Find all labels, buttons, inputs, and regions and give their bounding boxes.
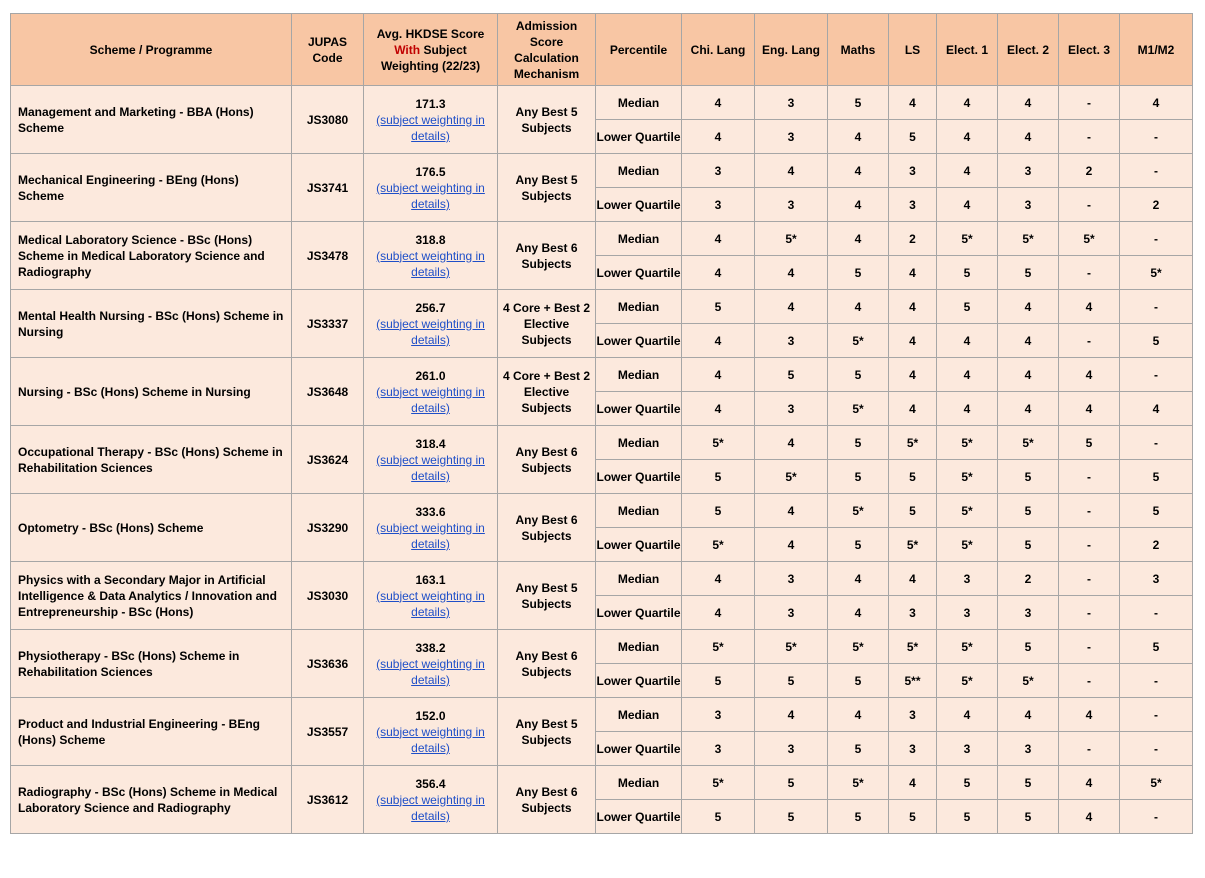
- grade-cell: 4: [998, 358, 1059, 392]
- grade-cell: 5*: [682, 528, 755, 562]
- grade-cell: 5: [682, 494, 755, 528]
- avg-score-cell: [364, 630, 498, 698]
- grade-cell: 5*: [1120, 256, 1193, 290]
- programme-name: Management and Marketing - BBA (Hons) Scheme: [11, 86, 292, 154]
- grade-cell: 5: [998, 630, 1059, 664]
- grade-cell: 5*: [682, 630, 755, 664]
- percentile-lower-quartile: Lower Quartile: [596, 392, 682, 426]
- table-row: [11, 698, 1193, 732]
- avg-score-cell: [364, 222, 498, 290]
- grade-cell: 5: [682, 664, 755, 698]
- percentile-median: Median: [596, 494, 682, 528]
- header-mechanism: Admission Score Calculation Mechanism: [498, 14, 596, 86]
- avg-score-value: 152.0: [415, 708, 446, 723]
- grade-cell: 3: [682, 154, 755, 188]
- grade-cell: 4: [828, 290, 889, 324]
- grade-cell: 4: [1059, 698, 1120, 732]
- grade-cell: 4: [1059, 800, 1120, 834]
- grade-cell: 5: [828, 460, 889, 494]
- grade-cell: 3: [755, 392, 828, 426]
- subject-weighting-link[interactable]: (subject weighting in details): [376, 316, 485, 347]
- subject-weighting-link[interactable]: (subject weighting in details): [376, 520, 485, 551]
- grade-cell: 5*: [828, 392, 889, 426]
- grade-cell: 5: [682, 460, 755, 494]
- grade-cell: 4: [1059, 766, 1120, 800]
- percentile-median: Median: [596, 290, 682, 324]
- programme-name: Occupational Therapy - BSc (Hons) Scheme in Rehabilitation Sciences: [11, 426, 292, 494]
- grade-cell: 5: [937, 800, 998, 834]
- calculation-mechanism: Any Best 5 Subjects: [498, 562, 596, 630]
- grade-cell: 2: [998, 562, 1059, 596]
- avg-score-value: 318.4: [415, 436, 446, 451]
- grade-cell: 5: [755, 800, 828, 834]
- grade-cell: -: [1059, 494, 1120, 528]
- grade-cell: 5: [755, 766, 828, 800]
- grade-cell: 3: [998, 188, 1059, 222]
- grade-cell: 5: [828, 426, 889, 460]
- table-row: [11, 494, 1193, 528]
- grade-cell: 5*: [889, 528, 937, 562]
- calculation-mechanism: Any Best 5 Subjects: [498, 154, 596, 222]
- jupas-code: JS3290: [292, 494, 364, 562]
- calculation-mechanism: Any Best 6 Subjects: [498, 426, 596, 494]
- grade-cell: 4: [1059, 290, 1120, 324]
- grade-cell: -: [1120, 800, 1193, 834]
- grade-cell: 4: [937, 120, 998, 154]
- grade-cell: 3: [755, 732, 828, 766]
- grade-cell: 5: [998, 528, 1059, 562]
- jupas-code: JS3648: [292, 358, 364, 426]
- grade-cell: 5: [828, 86, 889, 120]
- table-row: [11, 766, 1193, 800]
- grade-cell: 4: [937, 698, 998, 732]
- grade-cell: 5*: [937, 426, 998, 460]
- grade-cell: -: [1059, 324, 1120, 358]
- grade-cell: 4: [889, 358, 937, 392]
- grade-cell: 5*: [998, 222, 1059, 256]
- grade-cell: -: [1059, 630, 1120, 664]
- calculation-mechanism: Any Best 6 Subjects: [498, 766, 596, 834]
- subject-weighting-link[interactable]: (subject weighting in details): [376, 588, 485, 619]
- grade-cell: 5: [937, 256, 998, 290]
- grade-cell: -: [1120, 596, 1193, 630]
- grade-cell: 4: [682, 562, 755, 596]
- grade-cell: 5*: [682, 766, 755, 800]
- grade-cell: 4: [889, 290, 937, 324]
- grade-cell: 4: [682, 596, 755, 630]
- grade-cell: -: [1059, 86, 1120, 120]
- grade-cell: 4: [828, 562, 889, 596]
- grade-cell: 4: [828, 698, 889, 732]
- header-avg-score: [364, 14, 498, 86]
- grade-cell: 4: [937, 154, 998, 188]
- header-percentile: Percentile: [596, 14, 682, 86]
- grade-cell: 4: [682, 358, 755, 392]
- avg-score-cell: [364, 86, 498, 154]
- programme-name: Physics with a Secondary Major in Artificial Intelligence & Data Analytics / Innovation and Entrepreneurship - BSc (Hons): [11, 562, 292, 630]
- grade-cell: -: [1120, 120, 1193, 154]
- grade-cell: 5*: [889, 426, 937, 460]
- avg-score-value: 176.5: [415, 164, 446, 179]
- avg-score-value: 171.3: [415, 96, 446, 111]
- header-subject: Elect. 3: [1059, 14, 1120, 86]
- subject-weighting-link[interactable]: (subject weighting in details): [376, 724, 485, 755]
- table-row: [11, 358, 1193, 392]
- grade-cell: 5*: [937, 494, 998, 528]
- grade-cell: 4: [755, 290, 828, 324]
- percentile-lower-quartile: Lower Quartile: [596, 732, 682, 766]
- table-row: [11, 562, 1193, 596]
- grade-cell: 5: [998, 800, 1059, 834]
- grade-cell: 5: [998, 494, 1059, 528]
- grade-cell: -: [1059, 562, 1120, 596]
- header-subject: Maths: [828, 14, 889, 86]
- grade-cell: 4: [755, 426, 828, 460]
- grade-cell: -: [1059, 460, 1120, 494]
- grade-cell: 4: [937, 392, 998, 426]
- grade-cell: 5*: [937, 460, 998, 494]
- grade-cell: 4: [828, 596, 889, 630]
- grade-cell: 4: [755, 698, 828, 732]
- grade-cell: -: [1120, 698, 1193, 732]
- grade-cell: -: [1120, 290, 1193, 324]
- grade-cell: 3: [755, 324, 828, 358]
- grade-cell: 2: [1120, 188, 1193, 222]
- table-row: [11, 154, 1193, 188]
- grade-cell: -: [1120, 154, 1193, 188]
- percentile-lower-quartile: Lower Quartile: [596, 188, 682, 222]
- table-row: [11, 86, 1193, 120]
- header-jupas-code: JUPAS Code: [292, 14, 364, 86]
- percentile-median: Median: [596, 562, 682, 596]
- grade-cell: 3: [1120, 562, 1193, 596]
- programme-name: Optometry - BSc (Hons) Scheme: [11, 494, 292, 562]
- header-scheme: Scheme / Programme: [11, 14, 292, 86]
- grade-cell: 5**: [889, 664, 937, 698]
- avg-score-cell: [364, 698, 498, 766]
- grade-cell: 5*: [1120, 766, 1193, 800]
- percentile-median: Median: [596, 154, 682, 188]
- grade-cell: -: [1059, 188, 1120, 222]
- grade-cell: 3: [889, 698, 937, 732]
- grade-cell: -: [1059, 256, 1120, 290]
- grade-cell: 3: [682, 698, 755, 732]
- grade-cell: -: [1059, 664, 1120, 698]
- avg-score-value: 261.0: [415, 368, 446, 383]
- jupas-code: JS3741: [292, 154, 364, 222]
- grade-cell: 4: [755, 256, 828, 290]
- grade-cell: 5*: [828, 630, 889, 664]
- grade-cell: 2: [1120, 528, 1193, 562]
- grade-cell: 4: [755, 154, 828, 188]
- percentile-median: Median: [596, 426, 682, 460]
- grade-cell: 4: [889, 392, 937, 426]
- grade-cell: 5: [755, 358, 828, 392]
- grade-cell: 4: [1059, 392, 1120, 426]
- percentile-lower-quartile: Lower Quartile: [596, 800, 682, 834]
- calculation-mechanism: 4 Core + Best 2 Elective Subjects: [498, 290, 596, 358]
- header-avg-with: With: [394, 42, 421, 57]
- grade-cell: 4: [828, 120, 889, 154]
- grade-cell: 4: [1059, 358, 1120, 392]
- percentile-lower-quartile: Lower Quartile: [596, 528, 682, 562]
- grade-cell: 5*: [998, 664, 1059, 698]
- grade-cell: 4: [682, 120, 755, 154]
- grade-cell: 4: [1120, 86, 1193, 120]
- grade-cell: 5: [1059, 426, 1120, 460]
- grade-cell: 4: [889, 562, 937, 596]
- grade-cell: 3: [755, 596, 828, 630]
- percentile-lower-quartile: Lower Quartile: [596, 256, 682, 290]
- header-subject: Chi. Lang: [682, 14, 755, 86]
- programme-name: Product and Industrial Engineering - BEng (Hons) Scheme: [11, 698, 292, 766]
- jupas-code: JS3624: [292, 426, 364, 494]
- grade-cell: -: [1120, 426, 1193, 460]
- avg-score-cell: [364, 426, 498, 494]
- grade-cell: 3: [998, 732, 1059, 766]
- grade-cell: 5: [682, 290, 755, 324]
- grade-cell: 2: [1059, 154, 1120, 188]
- avg-score-value: 318.8: [415, 232, 446, 247]
- subject-weighting-link[interactable]: (subject weighting in details): [376, 112, 485, 143]
- header-subject: M1/M2: [1120, 14, 1193, 86]
- grade-cell: 3: [755, 188, 828, 222]
- grade-cell: 4: [889, 324, 937, 358]
- grade-cell: 3: [889, 154, 937, 188]
- grade-cell: 4: [828, 154, 889, 188]
- grade-cell: 5: [1120, 460, 1193, 494]
- grade-cell: 5*: [682, 426, 755, 460]
- jupas-code: JS3337: [292, 290, 364, 358]
- avg-score-cell: [364, 154, 498, 222]
- header-avg-post: Subject Weighting (22/23): [380, 42, 481, 73]
- programme-name: Mental Health Nursing - BSc (Hons) Scheme in Nursing: [11, 290, 292, 358]
- grade-cell: 4: [682, 222, 755, 256]
- grade-cell: 4: [682, 86, 755, 120]
- grade-cell: 4: [998, 120, 1059, 154]
- grade-cell: 5*: [937, 664, 998, 698]
- percentile-median: Median: [596, 222, 682, 256]
- table-row: [11, 290, 1193, 324]
- grade-cell: 4: [682, 256, 755, 290]
- avg-score-cell: [364, 766, 498, 834]
- grade-cell: 5: [998, 766, 1059, 800]
- avg-score-value: 356.4: [415, 776, 446, 791]
- grade-cell: 3: [682, 732, 755, 766]
- avg-score-value: 333.6: [415, 504, 446, 519]
- grade-cell: -: [1059, 120, 1120, 154]
- grade-cell: -: [1120, 222, 1193, 256]
- percentile-lower-quartile: Lower Quartile: [596, 324, 682, 358]
- avg-score-value: 163.1: [415, 572, 446, 587]
- subject-weighting-link[interactable]: (subject weighting in details): [376, 248, 485, 279]
- avg-score-value: 256.7: [415, 300, 446, 315]
- grade-cell: 4: [682, 324, 755, 358]
- grade-cell: 4: [998, 290, 1059, 324]
- grade-cell: 5: [937, 290, 998, 324]
- grade-cell: 3: [998, 596, 1059, 630]
- avg-score-cell: [364, 290, 498, 358]
- subject-weighting-link[interactable]: (subject weighting in details): [376, 792, 485, 823]
- grade-cell: 3: [682, 188, 755, 222]
- calculation-mechanism: Any Best 6 Subjects: [498, 630, 596, 698]
- grade-cell: 3: [998, 154, 1059, 188]
- grade-cell: 5: [889, 494, 937, 528]
- grade-cell: 5*: [755, 630, 828, 664]
- grade-cell: -: [1120, 664, 1193, 698]
- grade-cell: 4: [937, 324, 998, 358]
- grade-cell: 5*: [828, 766, 889, 800]
- calculation-mechanism: Any Best 5 Subjects: [498, 698, 596, 766]
- programme-name: Mechanical Engineering - BEng (Hons) Scheme: [11, 154, 292, 222]
- grade-cell: 5: [828, 358, 889, 392]
- header-subject: Elect. 1: [937, 14, 998, 86]
- grade-cell: 5*: [937, 222, 998, 256]
- grade-cell: 4: [889, 86, 937, 120]
- grade-cell: -: [1059, 732, 1120, 766]
- grade-cell: 5*: [937, 630, 998, 664]
- jupas-code: JS3478: [292, 222, 364, 290]
- grade-cell: 4: [937, 358, 998, 392]
- grade-cell: 3: [889, 596, 937, 630]
- grade-cell: 5: [937, 766, 998, 800]
- grade-cell: 4: [755, 528, 828, 562]
- programme-name: Radiography - BSc (Hons) Scheme in Medical Laboratory Science and Radiography: [11, 766, 292, 834]
- grade-cell: 5*: [889, 630, 937, 664]
- percentile-lower-quartile: Lower Quartile: [596, 596, 682, 630]
- grade-cell: 5: [889, 800, 937, 834]
- grade-cell: 5: [828, 256, 889, 290]
- percentile-lower-quartile: Lower Quartile: [596, 460, 682, 494]
- jupas-code: JS3612: [292, 766, 364, 834]
- grade-cell: 5: [828, 664, 889, 698]
- grade-cell: 4: [1120, 392, 1193, 426]
- percentile-median: Median: [596, 86, 682, 120]
- grade-cell: 4: [828, 222, 889, 256]
- grade-cell: 5: [828, 528, 889, 562]
- grade-cell: 4: [998, 86, 1059, 120]
- avg-score-cell: [364, 494, 498, 562]
- jupas-code: JS3030: [292, 562, 364, 630]
- jupas-code: JS3557: [292, 698, 364, 766]
- percentile-lower-quartile: Lower Quartile: [596, 120, 682, 154]
- grade-cell: 4: [828, 188, 889, 222]
- programme-name: Medical Laboratory Science - BSc (Hons) Scheme in Medical Laboratory Science and Radiography: [11, 222, 292, 290]
- grade-cell: 3: [937, 732, 998, 766]
- programme-name: Nursing - BSc (Hons) Scheme in Nursing: [11, 358, 292, 426]
- grade-cell: 5*: [998, 426, 1059, 460]
- header-avg-pre: Avg. HKDSE Score: [376, 26, 485, 41]
- grade-cell: 5*: [828, 494, 889, 528]
- grade-cell: 5*: [755, 460, 828, 494]
- grade-cell: 3: [937, 596, 998, 630]
- grade-cell: 5*: [1059, 222, 1120, 256]
- percentile-median: Median: [596, 358, 682, 392]
- grade-cell: 5*: [755, 222, 828, 256]
- grade-cell: 4: [889, 256, 937, 290]
- subject-weighting-link[interactable]: (subject weighting in details): [376, 452, 485, 483]
- grade-cell: -: [1120, 358, 1193, 392]
- grade-cell: 5: [1120, 324, 1193, 358]
- grade-cell: 3: [755, 120, 828, 154]
- avg-score-value: 338.2: [415, 640, 446, 655]
- jupas-code: JS3080: [292, 86, 364, 154]
- table-row: [11, 426, 1193, 460]
- grade-cell: 4: [998, 698, 1059, 732]
- grade-cell: 5: [998, 460, 1059, 494]
- table-row: [11, 222, 1193, 256]
- percentile-median: Median: [596, 698, 682, 732]
- calculation-mechanism: Any Best 5 Subjects: [498, 86, 596, 154]
- grade-cell: -: [1059, 528, 1120, 562]
- jupas-code: JS3636: [292, 630, 364, 698]
- grade-cell: 5*: [828, 324, 889, 358]
- grade-cell: 5: [1120, 494, 1193, 528]
- avg-score-cell: [364, 358, 498, 426]
- calculation-mechanism: Any Best 6 Subjects: [498, 222, 596, 290]
- subject-weighting-link[interactable]: (subject weighting in details): [376, 384, 485, 415]
- header-subject: Eng. Lang: [755, 14, 828, 86]
- grade-cell: -: [1059, 596, 1120, 630]
- header-subject: LS: [889, 14, 937, 86]
- grade-cell: 3: [755, 562, 828, 596]
- grade-cell: 4: [889, 766, 937, 800]
- table-body: [11, 86, 1193, 834]
- grade-cell: 5: [682, 800, 755, 834]
- grade-cell: 5: [828, 800, 889, 834]
- grade-cell: 5: [755, 664, 828, 698]
- admission-scores-table: [10, 13, 1193, 834]
- programme-name: Physiotherapy - BSc (Hons) Scheme in Rehabilitation Sciences: [11, 630, 292, 698]
- grade-cell: 5*: [937, 528, 998, 562]
- grade-cell: -: [1120, 732, 1193, 766]
- subject-weighting-link[interactable]: (subject weighting in details): [376, 656, 485, 687]
- grade-cell: 4: [755, 494, 828, 528]
- grade-cell: 4: [937, 86, 998, 120]
- subject-weighting-link[interactable]: (subject weighting in details): [376, 180, 485, 211]
- table-row: [11, 630, 1193, 664]
- header-row: [11, 14, 1193, 86]
- grade-cell: 5: [889, 120, 937, 154]
- percentile-lower-quartile: Lower Quartile: [596, 664, 682, 698]
- avg-score-cell: [364, 562, 498, 630]
- calculation-mechanism: Any Best 6 Subjects: [498, 494, 596, 562]
- grade-cell: 5: [1120, 630, 1193, 664]
- grade-cell: 3: [889, 732, 937, 766]
- grade-cell: 5: [828, 732, 889, 766]
- grade-cell: 3: [889, 188, 937, 222]
- grade-cell: 3: [755, 86, 828, 120]
- grade-cell: 5: [998, 256, 1059, 290]
- grade-cell: 4: [998, 324, 1059, 358]
- calculation-mechanism: 4 Core + Best 2 Elective Subjects: [498, 358, 596, 426]
- grade-cell: 2: [889, 222, 937, 256]
- percentile-median: Median: [596, 766, 682, 800]
- percentile-median: Median: [596, 630, 682, 664]
- grade-cell: 4: [937, 188, 998, 222]
- grade-cell: 5: [889, 460, 937, 494]
- grade-cell: 4: [998, 392, 1059, 426]
- grade-cell: 4: [682, 392, 755, 426]
- grade-cell: 3: [937, 562, 998, 596]
- header-subject: Elect. 2: [998, 14, 1059, 86]
